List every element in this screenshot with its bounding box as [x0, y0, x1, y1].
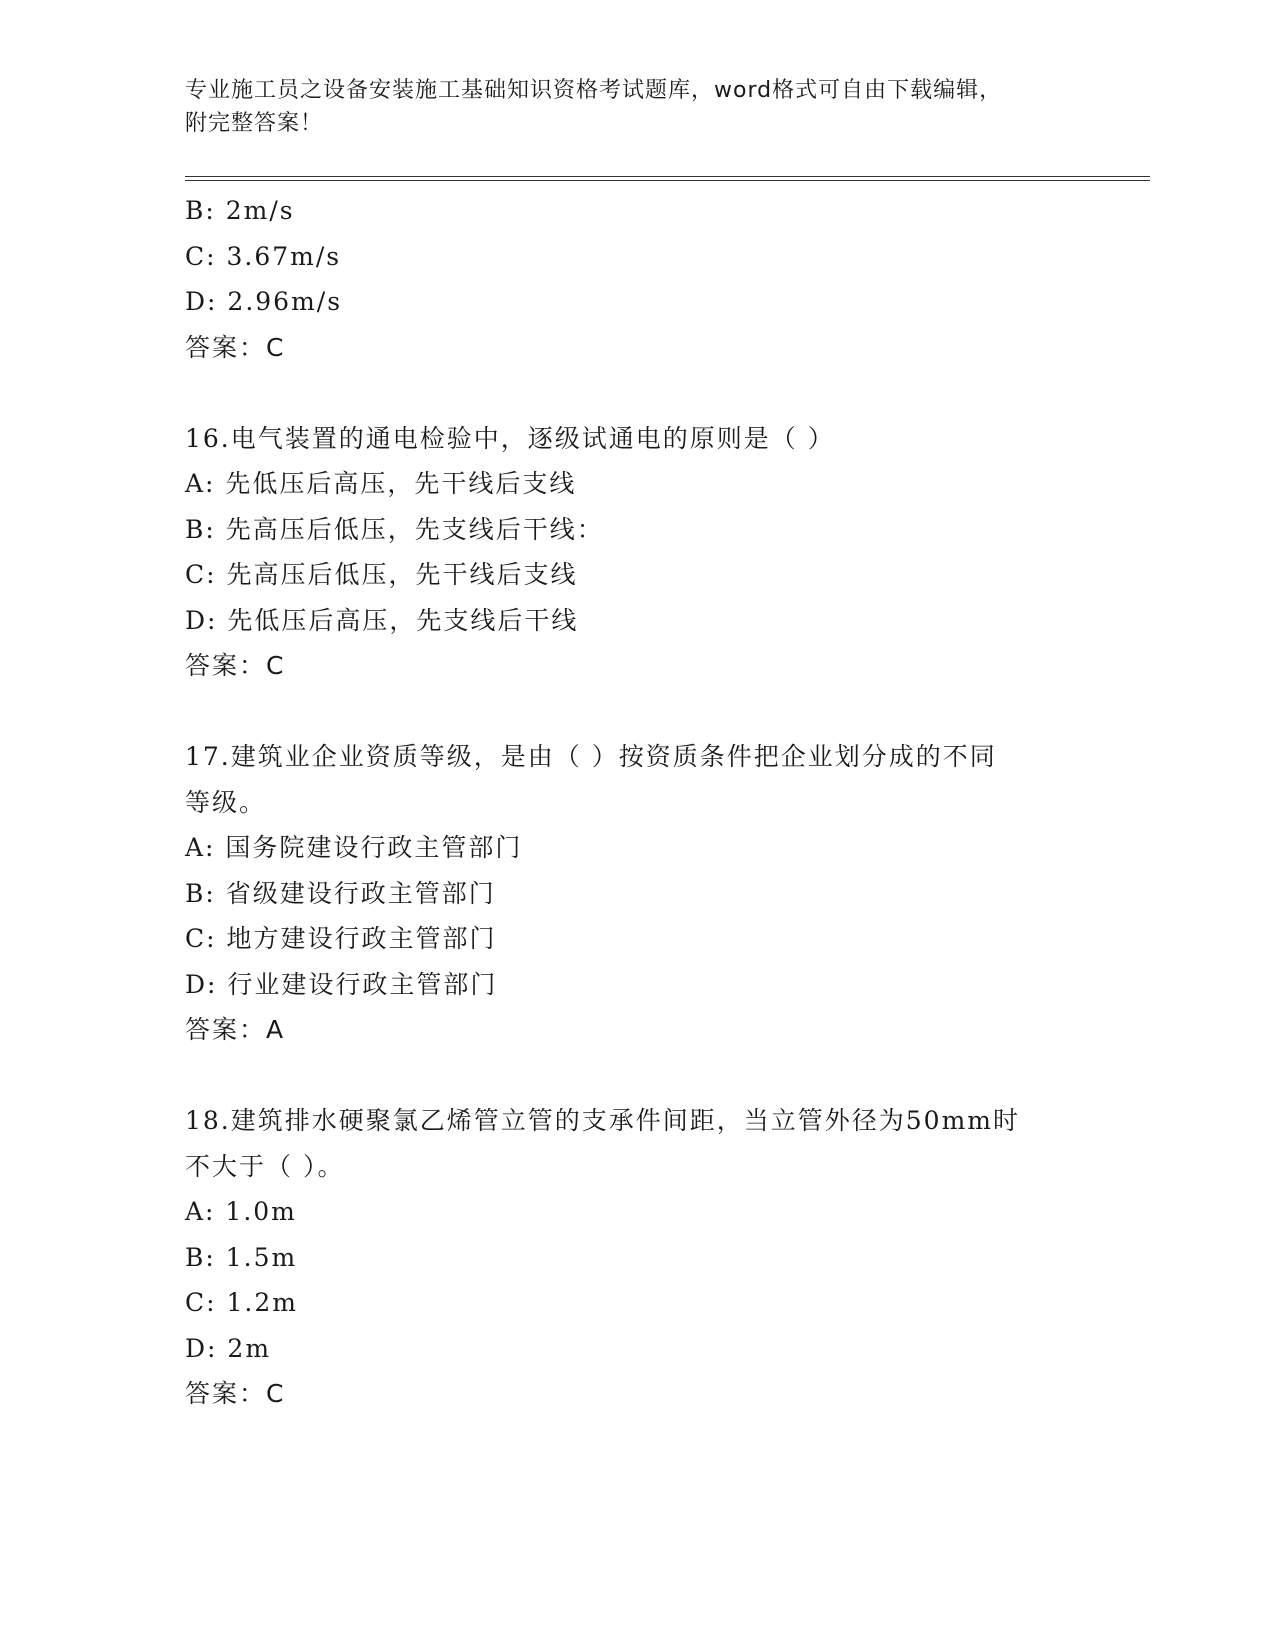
option-d: D: 2.96m/s — [185, 287, 343, 316]
header-line-2: 附完整答案！ — [185, 111, 324, 136]
option-d: D: 2m — [185, 1333, 272, 1363]
answer-line: 答案：C — [185, 332, 286, 362]
question-content — [185, 188, 1065, 1417]
question-stem-continued: 等级。 — [185, 787, 267, 817]
question-16 — [185, 416, 1065, 689]
option-b: B: 省级建设行政主管部门 — [185, 878, 496, 908]
option-b: B: 1.5m — [185, 1242, 298, 1272]
option-c: C: 1.2m — [185, 1288, 298, 1317]
header-divider-top — [185, 176, 1150, 177]
question-stem: 16.电气装置的通电检验中，逐级试通电的原则是（ ） — [185, 423, 835, 453]
question-stem-continued: 不大于（ ）。 — [185, 1151, 345, 1181]
option-a: A: 国务院建设行政主管部门 — [185, 833, 523, 862]
question-17 — [185, 734, 1065, 1053]
question-stem: 18.建筑排水硬聚氯乙烯管立管的支承件间距，当立管外径为50mm时 — [185, 1106, 1020, 1135]
header-line-1: 专业施工员之设备安装施工基础知识资格考试题库，word格式可自由下载编辑， — [185, 78, 1003, 103]
question-stem: 17.建筑业企业资质等级，是由（ ）按资质条件把企业划分成的不同 — [185, 742, 997, 771]
option-d: D: 行业建设行政主管部门 — [185, 969, 498, 999]
spacer — [185, 370, 1065, 416]
continued-question — [185, 188, 1065, 370]
option-b: B: 先高压后低压，先支线后干线： — [185, 514, 604, 544]
question-18 — [185, 1098, 1065, 1417]
spacer — [185, 1053, 1065, 1099]
option-a: A: 1.0m — [185, 1197, 297, 1226]
header-divider-bottom — [185, 180, 1150, 181]
option-a: A: 先低压后高压，先干线后支线 — [185, 469, 577, 498]
answer-line: 答案：A — [185, 1015, 286, 1044]
option-c: C: 地方建设行政主管部门 — [185, 924, 497, 953]
option-c: C: 先高压后低压，先干线后支线 — [185, 560, 578, 589]
document-header — [185, 74, 1065, 140]
option-c: C: 3.67m/s — [185, 241, 342, 271]
answer-line: 答案：C — [185, 651, 286, 680]
option-b: B: 2m/s — [185, 196, 295, 225]
option-d: D: 先低压后高压，先支线后干线 — [185, 605, 579, 635]
answer-line: 答案：C — [185, 1379, 286, 1408]
spacer — [185, 689, 1065, 735]
